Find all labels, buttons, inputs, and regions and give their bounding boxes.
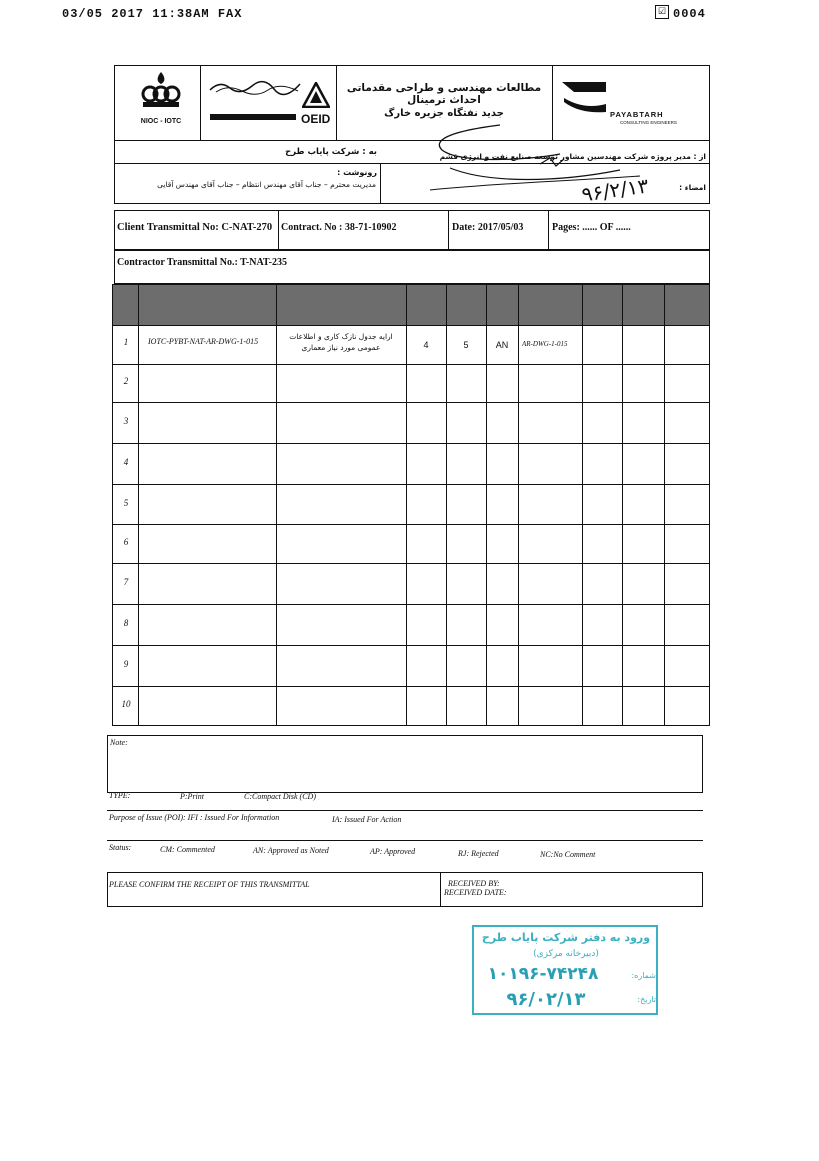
pages-count: Pages: ...... OF ...... bbox=[552, 222, 631, 233]
handwritten-date: ۹۶/۲/۱۳ bbox=[580, 173, 650, 207]
receipt-box bbox=[107, 872, 703, 907]
note-box bbox=[107, 735, 703, 793]
contract-no: Contract. No : 38-71-10902 bbox=[281, 222, 397, 233]
row-number: 3 bbox=[123, 416, 129, 426]
stamp-title: ورود به دفتر شرکت پایاب طرح bbox=[481, 931, 651, 944]
type-print: P:Print bbox=[180, 792, 204, 801]
row-number: 8 bbox=[123, 618, 129, 628]
status-no-comment: NC:No Comment bbox=[540, 850, 596, 859]
nioc-logo-label: NIOC - IOTC bbox=[140, 118, 182, 125]
row-col-rev: 4 bbox=[423, 340, 429, 350]
note-label: Note: bbox=[110, 738, 128, 747]
stamp-date-value: ۹۶/۰۲/۱۳ bbox=[506, 989, 586, 1010]
oeid-farsi-name bbox=[208, 78, 304, 96]
contractor-transmittal-no: Contractor Transmittal No.: T-NAT-235 bbox=[117, 257, 287, 268]
transmittal-date: Date: 2017/05/03 bbox=[452, 222, 524, 233]
received-date: RECEIVED DATE: bbox=[444, 888, 507, 897]
document-table bbox=[112, 284, 710, 726]
stamp-number-value: ۱۰۱۹۶-۷۴۲۴۸ bbox=[487, 964, 599, 984]
fax-page-icon: ☑ bbox=[655, 5, 669, 19]
payabtarh-logo-icon bbox=[560, 80, 608, 114]
stamp-subtitle: (دبیرخانه مرکزی) bbox=[533, 949, 599, 959]
status-approved-as-noted: AN: Approved as Noted bbox=[253, 846, 329, 855]
row-number: 10 bbox=[121, 699, 131, 709]
row-number: 1 bbox=[123, 337, 129, 347]
received-by: RECEIVED BY: bbox=[448, 879, 500, 888]
fax-page-number: 0004 bbox=[673, 7, 706, 21]
payabtarh-sub: CONSULTING ENGINEERS bbox=[620, 120, 677, 125]
stamp-date-label: تاریخ: bbox=[637, 995, 656, 1004]
cc-label: رونوشت : bbox=[337, 168, 377, 177]
type-cd: C:Compact Disk (CD) bbox=[244, 792, 316, 801]
cc-value: مدیریت محترم – جناب آقای مهندس انتظام – جناب آقای مهندس آقایی bbox=[157, 180, 376, 189]
payabtarh-name: PAYABTARH bbox=[610, 110, 664, 119]
status-rejected: RJ: Rejected bbox=[458, 849, 499, 858]
project-title: مطالعات مهندسی و طراحی مقدماتی احداث ترمینال bbox=[346, 82, 542, 106]
status-approved: AP: Approved bbox=[370, 847, 416, 856]
table-header bbox=[113, 285, 709, 325]
signature-label: امضاء : bbox=[679, 183, 706, 192]
row-number: 2 bbox=[123, 376, 129, 386]
fax-header: 03/05 2017 11:38AM FAX bbox=[62, 7, 243, 21]
purpose-of-issue: Purpose of Issue (POI): IFI : Issued For Information bbox=[109, 813, 280, 822]
oeid-bar bbox=[210, 114, 296, 120]
confirm-receipt: PLEASE CONFIRM THE RECEIPT OF THIS TRANSMITTAL bbox=[109, 880, 310, 889]
receipt-stamp bbox=[472, 925, 658, 1015]
row-number: 5 bbox=[123, 498, 129, 508]
project-subtitle: جدید نفتگاه جزیره خارگ bbox=[384, 108, 504, 119]
client-transmittal-no: Client Transmittal No: C-NAT-270 bbox=[117, 222, 273, 233]
row-description: ارایه جدول نازک کاری و اطلاعات عمومی مورد نیاز معماری bbox=[289, 332, 393, 352]
issued-for-action: IA: Issued For Action bbox=[332, 815, 402, 824]
row-number: 9 bbox=[123, 659, 129, 669]
status-commented: CM: Commented bbox=[160, 845, 215, 854]
row-doc-number: IOTC-PYBT-NAT-AR-DWG-1-015 bbox=[148, 337, 259, 346]
to-field: به : شرکت پایاب طرح bbox=[285, 147, 377, 157]
row-col-pages: 5 bbox=[463, 340, 469, 350]
oeid-emblem-icon bbox=[302, 82, 330, 108]
row-number: 6 bbox=[123, 537, 129, 547]
row-col-status: AN bbox=[495, 340, 509, 350]
nioc-logo-icon bbox=[140, 70, 182, 110]
row-reference: AR-DWG-1-015 bbox=[522, 340, 568, 348]
row-number: 7 bbox=[123, 577, 129, 587]
type-label: TYPE: bbox=[109, 791, 131, 800]
stamp-number-label: شماره: bbox=[631, 971, 656, 980]
oeid-label: OEID bbox=[301, 112, 331, 126]
from-field: از : مدیر پروژه شرکت مهندسین مشاور توسعه صنایع نفت و انرژی قشم bbox=[439, 152, 706, 161]
row-number: 4 bbox=[123, 457, 129, 467]
status-label: Status: bbox=[109, 843, 132, 852]
